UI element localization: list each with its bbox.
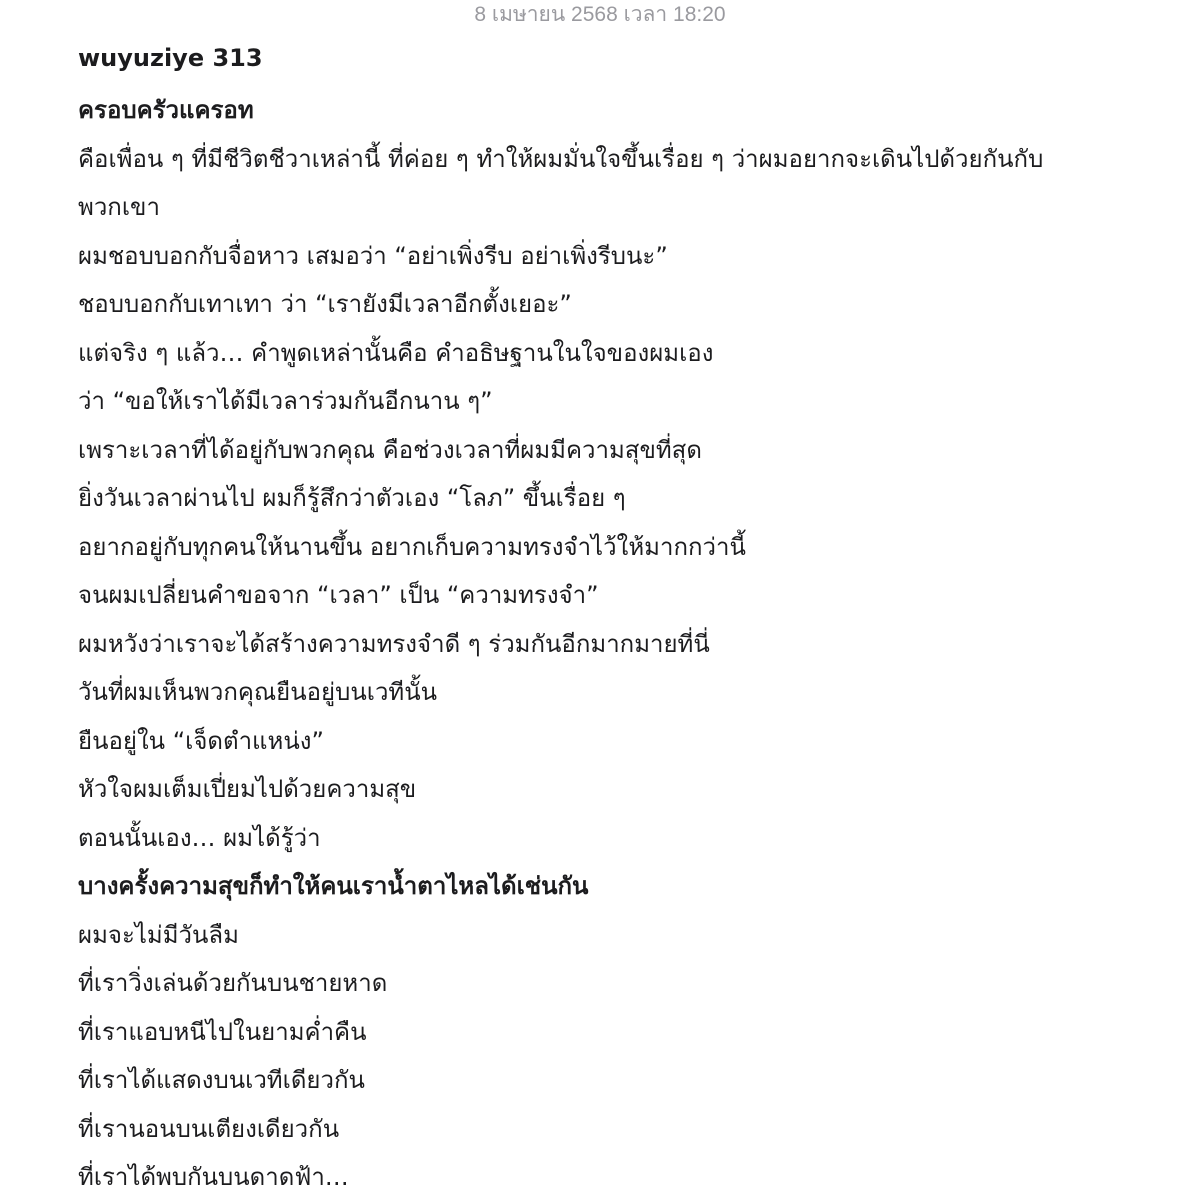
note-line: ยืนอยู่ใน “เจ็ดตำแหน่ง” bbox=[78, 726, 324, 755]
note-line: พวกเขา bbox=[78, 193, 160, 221]
note-line: คือเพื่อน ๆ ที่มีชีวิตชีวาเหล่านี้ ที่ค่อย ๆ ทำให้ผมมั่นใจขึ้นเรื่อย ๆ ว่าผมอยากจะเดินไปด้วยกันกับ bbox=[78, 144, 1044, 173]
note-line: ชอบบอกกับเทาเทา ว่า “เรายังมีเวลาอีกตั้งเยอะ” bbox=[78, 290, 572, 318]
note-line: ผมหวังว่าเราจะได้สร้างความทรงจำดี ๆ ร่วมกันอีกมากมายที่นี่ bbox=[78, 629, 710, 658]
note-heading-line: ครอบครัวแครอท bbox=[78, 96, 254, 124]
note-line: ตอนนั้นเอง… ผมได้รู้ว่า bbox=[78, 823, 321, 852]
note-heading-line: บางครั้งความสุขก็ทำให้คนเราน้ำตาไหลได้เช่นกัน bbox=[78, 872, 589, 900]
note-line: ผมจะไม่มีวันลืม bbox=[78, 920, 239, 949]
note-timestamp: 8 เมษายน 2568 เวลา 18:20 bbox=[474, 3, 726, 26]
note-line: ว่า “ขอให้เราได้มีเวลาร่วมกันอีกนาน ๆ” bbox=[78, 387, 493, 415]
note-lines bbox=[78, 86, 1168, 1202]
note-line: วันที่ผมเห็นพวกคุณยืนอยู่บนเวทีนั้น bbox=[78, 678, 438, 706]
note-line: ที่เรานอนบนเตียงเดียวกัน bbox=[78, 1114, 340, 1143]
note-line: ที่เราได้พบกันบนดาดฟ้า… bbox=[78, 1163, 349, 1191]
note-line: ผมชอบบอกกับจื่อหาว เสมอว่า “อย่าเพิ่งรีบ อย่าเพิ่งรีบนะ” bbox=[78, 241, 668, 270]
note-body[interactable] bbox=[78, 40, 1168, 1202]
note-line: อยากอยู่กับทุกคนให้นานขึ้น อยากเก็บความทรงจำไว้ให้มากกว่านี้ bbox=[78, 532, 746, 561]
note-line: แต่จริง ๆ แล้ว… คำพูดเหล่านั้นคือ คำอธิษฐานในใจของผมเอง bbox=[78, 338, 714, 367]
note-line: จนผมเปลี่ยนคำขอจาก “เวลา” เป็น “ความทรงจำ” bbox=[78, 581, 599, 609]
note-line: หัวใจผมเต็มเปี่ยมไปด้วยความสุข bbox=[78, 775, 417, 803]
note-line: ที่เราได้แสดงบนเวทีเดียวกัน bbox=[78, 1066, 365, 1094]
note-line: ที่เราวิ่งเล่นด้วยกันบนชายหาด bbox=[78, 969, 388, 997]
note-line: ยิ่งวันเวลาผ่านไป ผมก็รู้สึกว่าตัวเอง “โลภ” ขึ้นเรื่อย ๆ bbox=[78, 484, 626, 512]
note-line: ที่เราแอบหนีไปในยามค่ำคืน bbox=[78, 1017, 367, 1046]
note-title: wuyuziye 313 bbox=[78, 44, 263, 72]
note-line: เพราะเวลาที่ได้อยู่กับพวกคุณ คือช่วงเวลาที่ผมมีความสุขที่สุด bbox=[78, 435, 702, 464]
